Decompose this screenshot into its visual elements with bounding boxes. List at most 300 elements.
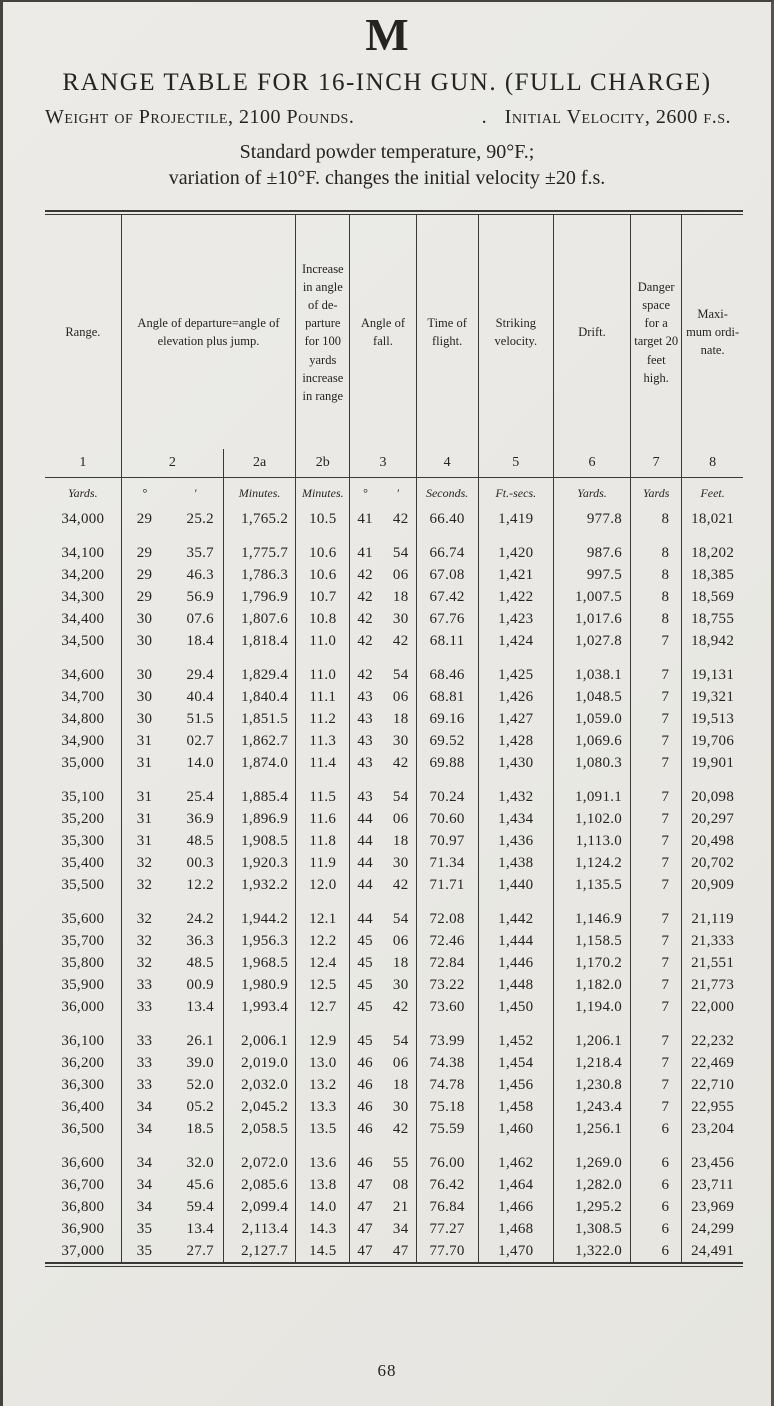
- cell-max-ordinate: 21,773: [682, 974, 743, 996]
- unit-time-seconds: Seconds.: [416, 478, 478, 509]
- cell-drift: 1,170.2: [553, 952, 630, 974]
- cell-departure-min: 35.7: [186, 544, 214, 561]
- table-row: [45, 852, 743, 874]
- cell-range: 34,200: [61, 566, 105, 583]
- cell-range: [45, 896, 121, 908]
- cell-max-ordinate: 23,456: [682, 1152, 743, 1174]
- cell-departure-minutes: 1,932.2: [223, 874, 295, 896]
- cell-departure-minutes: [223, 896, 295, 908]
- cell-departure-minutes: [223, 1018, 295, 1030]
- cell-max-ordinate: [682, 652, 743, 664]
- cell-danger-space: 7: [631, 786, 682, 808]
- header-maximum-ordinate: Maxi-mum ordi-nate.: [682, 215, 743, 449]
- cell-departure-min: 24.2: [186, 910, 214, 927]
- cell-max-ordinate: [682, 1140, 743, 1152]
- cell-striking-velocity: 1,450: [478, 996, 553, 1018]
- cell-increase-minutes: 12.4: [296, 952, 350, 974]
- cell-time-of-flight: 77.27: [416, 1218, 478, 1240]
- cell-fall-deg: 45: [350, 930, 380, 952]
- cell-departure-min: 25.4: [186, 788, 214, 805]
- cell-fall-min: 18: [392, 588, 409, 605]
- cell-danger-space: 7: [631, 852, 682, 874]
- cell-departure-deg: 30: [121, 608, 167, 630]
- cell-striking-velocity: [478, 652, 553, 664]
- cell-departure-min: [167, 530, 223, 542]
- cell-fall-min: 21: [392, 1198, 409, 1215]
- cell-departure-min: 51.5: [186, 710, 214, 727]
- cell-departure-min: 26.1: [186, 1032, 214, 1049]
- cell-departure-min: 05.2: [186, 1098, 214, 1115]
- cell-fall-min: 54: [392, 788, 409, 805]
- cell-max-ordinate: 22,232: [682, 1030, 743, 1052]
- note-line-1: Standard powder temperature, 90°F.;: [239, 140, 535, 163]
- table-row: [45, 874, 743, 896]
- cell-departure-deg: 31: [121, 730, 167, 752]
- cell-max-ordinate: [682, 896, 743, 908]
- cell-danger-space: 6: [631, 1152, 682, 1174]
- cell-range: 35,000: [61, 754, 105, 771]
- cell-danger-space: [631, 896, 682, 908]
- table-row: [45, 808, 743, 830]
- cell-drift: [553, 530, 630, 542]
- cell-departure-min: 00.9: [186, 976, 214, 993]
- table-row: [45, 1240, 743, 1262]
- header-angle-of-fall: Angle of fall.: [350, 215, 416, 449]
- cell-striking-velocity: [478, 896, 553, 908]
- cell-max-ordinate: 18,021: [682, 508, 743, 530]
- colnum-drift: 6: [553, 449, 630, 478]
- cell-departure-min: 25.2: [186, 510, 214, 527]
- cell-max-ordinate: 23,204: [682, 1118, 743, 1140]
- cell-fall-deg: 44: [350, 808, 380, 830]
- cell-drift: 1,059.0: [553, 708, 630, 730]
- spacer-row: [45, 1140, 743, 1152]
- cell-fall-min: 08: [392, 1176, 409, 1193]
- cell-increase-minutes: 11.1: [296, 686, 350, 708]
- cell-fall-min: 06: [392, 1054, 409, 1071]
- cell-max-ordinate: 20,498: [682, 830, 743, 852]
- cell-drift: 1,069.6: [553, 730, 630, 752]
- cell-danger-space: 7: [631, 1052, 682, 1074]
- cell-increase-minutes: 12.9: [296, 1030, 350, 1052]
- cell-striking-velocity: [478, 774, 553, 786]
- cell-departure-minutes: 1,944.2: [223, 908, 295, 930]
- cell-fall-deg: [350, 1018, 380, 1030]
- cell-departure-min: 32.0: [186, 1154, 214, 1171]
- cell-departure-minutes: 1,818.4: [223, 630, 295, 652]
- table-row: [45, 1118, 743, 1140]
- cell-fall-deg: 42: [350, 664, 380, 686]
- cell-fall-min: [380, 774, 416, 786]
- cell-striking-velocity: 1,432: [478, 786, 553, 808]
- cell-danger-space: 6: [631, 1174, 682, 1196]
- cell-departure-min: 12.2: [186, 876, 214, 893]
- table-row: [45, 908, 743, 930]
- cell-striking-velocity: 1,428: [478, 730, 553, 752]
- cell-range: [45, 1018, 121, 1030]
- cell-striking-velocity: 1,436: [478, 830, 553, 852]
- cell-increase-minutes: 13.3: [296, 1096, 350, 1118]
- cell-range: 34,300: [61, 588, 105, 605]
- cell-drift: 1,218.4: [553, 1052, 630, 1074]
- table-row: [45, 974, 743, 996]
- cell-increase-minutes: 11.0: [296, 630, 350, 652]
- cell-departure-minutes: [223, 652, 295, 664]
- cell-increase-minutes: 10.6: [296, 564, 350, 586]
- cell-departure-minutes: 1,765.2: [223, 508, 295, 530]
- cell-range: 36,600: [61, 1154, 105, 1171]
- cell-departure-min: 14.0: [186, 754, 214, 771]
- cell-departure-deg: 32: [121, 852, 167, 874]
- cell-drift: [553, 1140, 630, 1152]
- cell-danger-space: [631, 1018, 682, 1030]
- cell-danger-space: 7: [631, 752, 682, 774]
- cell-striking-velocity: 1,420: [478, 542, 553, 564]
- cell-danger-space: 8: [631, 608, 682, 630]
- cell-fall-min: [380, 652, 416, 664]
- cell-drift: [553, 896, 630, 908]
- cell-departure-minutes: 1,786.3: [223, 564, 295, 586]
- cell-increase-minutes: 13.8: [296, 1174, 350, 1196]
- cell-max-ordinate: 19,513: [682, 708, 743, 730]
- cell-drift: 1,017.6: [553, 608, 630, 630]
- cell-departure-minutes: 1,851.5: [223, 708, 295, 730]
- header-row: [45, 215, 743, 449]
- cell-max-ordinate: 20,909: [682, 874, 743, 896]
- cell-departure-deg: 29: [121, 586, 167, 608]
- cell-range: 36,700: [61, 1176, 105, 1193]
- cell-time-of-flight: [416, 896, 478, 908]
- table-row: [45, 1196, 743, 1218]
- cell-departure-min: 40.4: [186, 688, 214, 705]
- cell-increase-minutes: 14.0: [296, 1196, 350, 1218]
- cell-fall-deg: 45: [350, 974, 380, 996]
- cell-max-ordinate: 21,551: [682, 952, 743, 974]
- cell-departure-deg: 33: [121, 1074, 167, 1096]
- cell-fall-deg: 45: [350, 952, 380, 974]
- unit-range-yards: Yards.: [68, 485, 98, 500]
- table-row: [45, 664, 743, 686]
- cell-striking-velocity: 1,430: [478, 752, 553, 774]
- cell-fall-deg: [350, 774, 380, 786]
- cell-increase-minutes: 11.9: [296, 852, 350, 874]
- cell-max-ordinate: 19,131: [682, 664, 743, 686]
- cell-drift: 1,091.1: [553, 786, 630, 808]
- cell-fall-deg: 43: [350, 786, 380, 808]
- table-row: [45, 630, 743, 652]
- cell-max-ordinate: 19,321: [682, 686, 743, 708]
- cell-danger-space: 7: [631, 952, 682, 974]
- cell-fall-min: 18: [392, 832, 409, 849]
- cell-range: 34,100: [61, 544, 105, 561]
- table-row: [45, 1074, 743, 1096]
- spacer-row: [45, 774, 743, 786]
- cell-time-of-flight: 76.00: [416, 1152, 478, 1174]
- cell-increase-minutes: 11.6: [296, 808, 350, 830]
- cell-striking-velocity: 1,452: [478, 1030, 553, 1052]
- cell-time-of-flight: 70.60: [416, 808, 478, 830]
- cell-striking-velocity: 1,424: [478, 630, 553, 652]
- cell-departure-deg: 35: [121, 1240, 167, 1262]
- cell-fall-deg: [350, 1140, 380, 1152]
- cell-fall-deg: 42: [350, 564, 380, 586]
- cell-danger-space: [631, 774, 682, 786]
- cell-striking-velocity: 1,468: [478, 1218, 553, 1240]
- cell-range: 36,000: [61, 998, 105, 1015]
- cell-fall-min: 30: [392, 610, 409, 627]
- table-row: [45, 996, 743, 1018]
- cell-range: 34,000: [61, 510, 105, 527]
- cell-time-of-flight: 73.99: [416, 1030, 478, 1052]
- cell-danger-space: 7: [631, 730, 682, 752]
- cell-max-ordinate: 22,710: [682, 1074, 743, 1096]
- cell-departure-min: 56.9: [186, 588, 214, 605]
- cell-fall-deg: 44: [350, 874, 380, 896]
- cell-striking-velocity: 1,425: [478, 664, 553, 686]
- cell-departure-deg: 32: [121, 908, 167, 930]
- cell-drift: 1,007.5: [553, 586, 630, 608]
- cell-departure-minutes: [223, 774, 295, 786]
- cell-drift: 1,048.5: [553, 686, 630, 708]
- header-increase-in-angle: Increase in angle of de-parture for 100 yards increase in range: [296, 215, 350, 449]
- cell-range: 34,800: [61, 710, 105, 727]
- cell-departure-min: 18.4: [186, 632, 214, 649]
- cell-departure-min: 02.7: [186, 732, 214, 749]
- cell-departure-deg: 33: [121, 1052, 167, 1074]
- cell-range: 35,800: [61, 954, 105, 971]
- cell-departure-deg: 33: [121, 1030, 167, 1052]
- unit-departure-minutes-sym: ′: [193, 485, 197, 500]
- cell-danger-space: 7: [631, 1096, 682, 1118]
- table-row: [45, 730, 743, 752]
- cell-departure-deg: 34: [121, 1118, 167, 1140]
- cell-fall-deg: 42: [350, 630, 380, 652]
- cell-max-ordinate: 23,711: [682, 1174, 743, 1196]
- page-title: RANGE TABLE FOR 16-INCH GUN. (FULL CHARGE): [62, 68, 712, 96]
- cell-danger-space: 7: [631, 686, 682, 708]
- cell-increase-minutes: 10.5: [296, 508, 350, 530]
- cell-departure-deg: 31: [121, 830, 167, 852]
- cell-departure-min: 46.3: [186, 566, 214, 583]
- cell-increase-minutes: 14.3: [296, 1218, 350, 1240]
- table-row: [45, 564, 743, 586]
- subtitle-row: [45, 106, 731, 129]
- cell-range: 35,700: [61, 932, 105, 949]
- cell-departure-deg: 31: [121, 808, 167, 830]
- cell-striking-velocity: 1,434: [478, 808, 553, 830]
- unit-fall-minutes-sym: ′: [396, 485, 400, 500]
- cell-drift: 1,038.1: [553, 664, 630, 686]
- cell-time-of-flight: 68.81: [416, 686, 478, 708]
- table-row: [45, 586, 743, 608]
- cell-time-of-flight: 67.76: [416, 608, 478, 630]
- cell-striking-velocity: 1,454: [478, 1052, 553, 1074]
- cell-fall-deg: 47: [350, 1240, 380, 1262]
- cell-danger-space: 7: [631, 908, 682, 930]
- cell-departure-deg: 34: [121, 1196, 167, 1218]
- cell-drift: 1,206.1: [553, 1030, 630, 1052]
- colnum-striking: 5: [478, 449, 553, 478]
- cell-striking-velocity: 1,462: [478, 1152, 553, 1174]
- cell-danger-space: 7: [631, 808, 682, 830]
- cell-max-ordinate: 19,706: [682, 730, 743, 752]
- cell-increase-minutes: [296, 774, 350, 786]
- cell-departure-min: 52.0: [186, 1076, 214, 1093]
- cell-striking-velocity: 1,440: [478, 874, 553, 896]
- cell-striking-velocity: 1,423: [478, 608, 553, 630]
- cell-departure-min: 36.9: [186, 810, 214, 827]
- cell-time-of-flight: 66.74: [416, 542, 478, 564]
- cell-max-ordinate: [682, 1018, 743, 1030]
- unit-ordinate-feet: Feet.: [682, 478, 743, 509]
- subtitle-projectile-weight: Weight of Projectile, 2100 Pounds.: [45, 105, 355, 128]
- cell-range: 35,900: [61, 976, 105, 993]
- cell-striking-velocity: 1,446: [478, 952, 553, 974]
- cell-fall-min: 55: [392, 1154, 409, 1171]
- cell-danger-space: 7: [631, 930, 682, 952]
- cell-time-of-flight: 73.22: [416, 974, 478, 996]
- cell-striking-velocity: 1,427: [478, 708, 553, 730]
- cell-departure-deg: 30: [121, 686, 167, 708]
- cell-range: 35,200: [61, 810, 105, 827]
- cell-max-ordinate: 22,469: [682, 1052, 743, 1074]
- cell-max-ordinate: 20,297: [682, 808, 743, 830]
- table-row: [45, 952, 743, 974]
- cell-striking-velocity: 1,458: [478, 1096, 553, 1118]
- cell-range: 37,000: [61, 1242, 105, 1259]
- cell-range: [45, 774, 121, 786]
- cell-fall-min: 06: [392, 566, 409, 583]
- cell-drift: 1,102.0: [553, 808, 630, 830]
- cell-time-of-flight: 75.18: [416, 1096, 478, 1118]
- cell-departure-minutes: 1,840.4: [223, 686, 295, 708]
- cell-departure-min: 48.5: [186, 954, 214, 971]
- cell-departure-minutes: 1,896.9: [223, 808, 295, 830]
- cell-time-of-flight: 73.60: [416, 996, 478, 1018]
- cell-departure-minutes: 1,874.0: [223, 752, 295, 774]
- cell-time-of-flight: 72.46: [416, 930, 478, 952]
- cell-departure-deg: 32: [121, 952, 167, 974]
- cell-danger-space: 7: [631, 830, 682, 852]
- cell-drift: 1,080.3: [553, 752, 630, 774]
- cell-danger-space: 7: [631, 630, 682, 652]
- cell-departure-deg: 34: [121, 1174, 167, 1196]
- cell-fall-deg: 46: [350, 1074, 380, 1096]
- cell-increase-minutes: [296, 1140, 350, 1152]
- units-row: [45, 478, 743, 509]
- cell-time-of-flight: 68.11: [416, 630, 478, 652]
- cell-range: 34,700: [61, 688, 105, 705]
- cell-fall-deg: 45: [350, 996, 380, 1018]
- cell-max-ordinate: 19,901: [682, 752, 743, 774]
- cell-time-of-flight: 70.24: [416, 786, 478, 808]
- spacer-row: [45, 530, 743, 542]
- cell-departure-min: 00.3: [186, 854, 214, 871]
- cell-fall-deg: 47: [350, 1174, 380, 1196]
- cell-range: 36,800: [61, 1198, 105, 1215]
- cell-fall-deg: 42: [350, 608, 380, 630]
- cell-fall-min: 06: [392, 810, 409, 827]
- cell-time-of-flight: 68.46: [416, 664, 478, 686]
- cell-departure-minutes: 1,993.4: [223, 996, 295, 1018]
- cell-range: [45, 652, 121, 664]
- cell-increase-minutes: 10.7: [296, 586, 350, 608]
- cell-increase-minutes: 12.1: [296, 908, 350, 930]
- cell-departure-deg: 33: [121, 996, 167, 1018]
- cell-fall-deg: 41: [350, 508, 380, 530]
- cell-increase-minutes: 11.2: [296, 708, 350, 730]
- cell-fall-min: 54: [392, 544, 409, 561]
- cell-departure-deg: 31: [121, 786, 167, 808]
- cell-fall-min: 54: [392, 910, 409, 927]
- cell-time-of-flight: 74.78: [416, 1074, 478, 1096]
- table-row: [45, 708, 743, 730]
- spacer-row: [45, 652, 743, 664]
- cell-fall-min: [380, 1140, 416, 1152]
- cell-time-of-flight: 72.08: [416, 908, 478, 930]
- column-number-row: [45, 449, 743, 478]
- cell-range: 34,600: [61, 666, 105, 683]
- cell-increase-minutes: 11.5: [296, 786, 350, 808]
- cell-fall-min: 06: [392, 688, 409, 705]
- cell-time-of-flight: 69.88: [416, 752, 478, 774]
- table-row: [45, 930, 743, 952]
- cell-time-of-flight: [416, 530, 478, 542]
- cell-danger-space: 6: [631, 1196, 682, 1218]
- cell-increase-minutes: [296, 1018, 350, 1030]
- header-danger-space: Danger space for a target 20 feet high.: [631, 215, 682, 449]
- cell-departure-minutes: 2,045.2: [223, 1096, 295, 1118]
- spacer-row: [45, 1018, 743, 1030]
- cell-drift: 1,027.8: [553, 630, 630, 652]
- cell-departure-minutes: 2,099.4: [223, 1196, 295, 1218]
- cell-fall-deg: 43: [350, 730, 380, 752]
- table-row: [45, 686, 743, 708]
- cell-time-of-flight: 66.40: [416, 508, 478, 530]
- unit-danger-yards: Yards: [631, 478, 682, 509]
- cell-departure-deg: 32: [121, 874, 167, 896]
- cell-departure-deg: 29: [121, 564, 167, 586]
- cell-striking-velocity: 1,426: [478, 686, 553, 708]
- cell-fall-deg: [350, 896, 380, 908]
- cell-drift: 1,194.0: [553, 996, 630, 1018]
- cell-striking-velocity: 1,421: [478, 564, 553, 586]
- cell-danger-space: 7: [631, 708, 682, 730]
- cell-fall-deg: 46: [350, 1096, 380, 1118]
- cell-drift: [553, 652, 630, 664]
- cell-increase-minutes: [296, 530, 350, 542]
- table-row: [45, 752, 743, 774]
- table-row: [45, 1174, 743, 1196]
- cell-drift: 1,158.5: [553, 930, 630, 952]
- cell-striking-velocity: 1,442: [478, 908, 553, 930]
- cell-departure-deg: 30: [121, 708, 167, 730]
- cell-departure-deg: 30: [121, 630, 167, 652]
- unit-departure-degrees: °: [121, 478, 167, 509]
- cell-departure-min: 27.7: [186, 1242, 214, 1259]
- cell-departure-minutes: 2,006.1: [223, 1030, 295, 1052]
- cell-fall-deg: 43: [350, 708, 380, 730]
- cell-danger-space: 7: [631, 1030, 682, 1052]
- cell-departure-deg: 35: [121, 1218, 167, 1240]
- cell-departure-min: 48.5: [186, 832, 214, 849]
- cell-departure-min: [167, 1140, 223, 1152]
- cell-drift: 997.5: [553, 564, 630, 586]
- cell-departure-minutes: 2,019.0: [223, 1052, 295, 1074]
- cell-fall-min: 47: [392, 1242, 409, 1259]
- table-row: [45, 1218, 743, 1240]
- cell-danger-space: 7: [631, 664, 682, 686]
